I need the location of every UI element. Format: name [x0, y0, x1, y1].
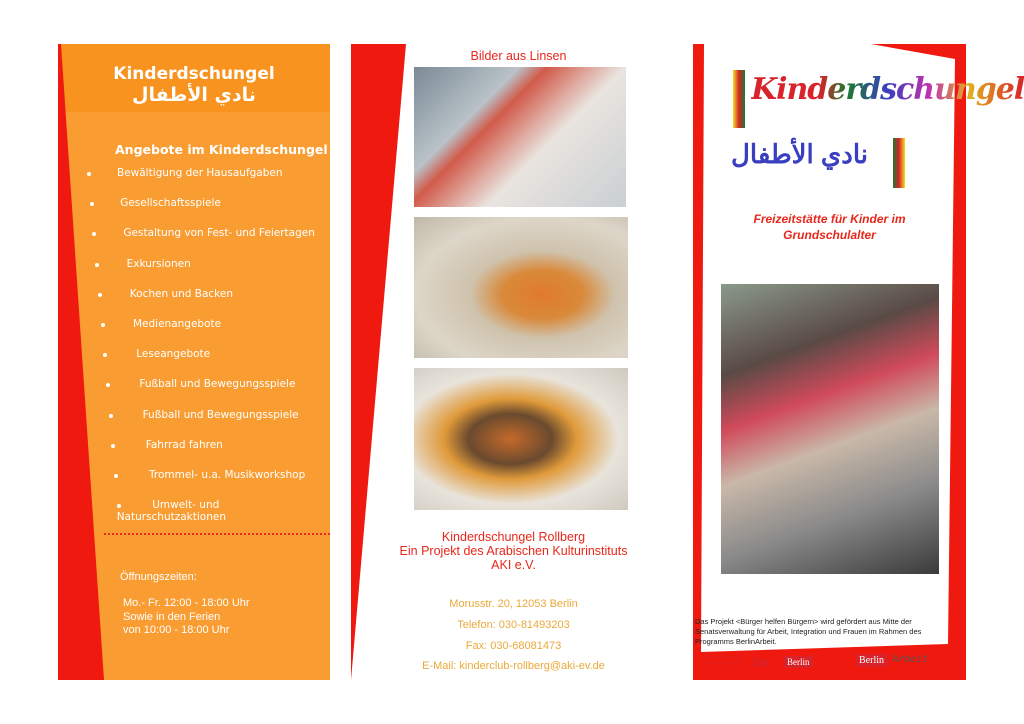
offer-item: [98, 288, 233, 300]
middle-panel: [351, 44, 656, 680]
org-short: AKI e.V.: [491, 558, 536, 572]
offer-item: [117, 499, 330, 523]
offer-label: Leseangebote: [136, 348, 211, 361]
brochure-title-arabic: نادي الأطفال: [132, 84, 256, 106]
arbeit-logo: Arbeit: [892, 654, 929, 665]
offer-label: Medienangebote: [133, 318, 222, 330]
bullet-icon: [92, 232, 96, 236]
photo-children-cooking: [721, 284, 939, 574]
phone: Telefon: 030-81493203: [457, 619, 570, 631]
offer-item: [109, 409, 299, 421]
bullet-icon: [103, 353, 107, 357]
hours-line: Sowie in den Ferien: [123, 610, 221, 623]
offer-label: Bewältigung der Hausaufgaben: [117, 167, 283, 179]
berlin-logo: Berlin: [784, 656, 813, 668]
bullet-icon: [95, 263, 99, 267]
address: Morusstr. 20, 12053 Berlin: [449, 598, 578, 610]
org-name: Kinderdschungel Rollberg: [441, 530, 586, 544]
bullet-icon: [87, 172, 91, 176]
offer-item: [101, 318, 222, 330]
left-panel: [58, 44, 330, 680]
offer-item: [111, 439, 223, 451]
offer-item: [87, 167, 283, 179]
offer-label: Fußball und Bewegungsspiele: [142, 408, 299, 421]
senat-logo: Senatsverwaltung für Arbeit, Integration und Frauen: [703, 655, 743, 670]
offer-label: Exkursionen: [126, 257, 191, 270]
red-wedge: [351, 44, 411, 680]
logo-text-arabic: نادي الأطفال: [731, 139, 869, 169]
berlin-logo: Berlin: [856, 654, 887, 667]
hours-text: [123, 597, 250, 638]
offer-label: Umwelt- und Naturschutzaktionen: [116, 499, 226, 524]
org-project: Ein Projekt des Arabischen Kulturinstituts: [399, 544, 628, 558]
be-logo: be: [753, 654, 770, 670]
hours-line: Mo.- Fr. 12:00 - 18:00 Uhr: [123, 597, 250, 609]
offer-label: Gesellschaftsspiele: [120, 197, 221, 210]
funding-note: Das Projekt <Bürger helfen Bürgern> wird gefördert aus Mitte der Senatsverwaltung für Arbeit, Integration und Frauen im Rahmen des Programms BerlinArbeit.: [695, 617, 922, 646]
bullet-icon: [90, 202, 94, 206]
offer-label: Fußball und Bewegungsspiele: [139, 378, 296, 391]
fax: Fax: 030-68081473: [465, 640, 562, 652]
brochure-title: Kinderdschungel: [113, 64, 275, 84]
gallery-title: Bilder aus Linsen: [470, 49, 567, 63]
email-link[interactable]: E-Mail: kinderclub-rollberg@aki-ev.de: [422, 660, 605, 672]
offers-heading: Angebote im Kinderdschungel: [115, 142, 328, 157]
bullet-icon: [111, 444, 115, 448]
photo-children-crafting: [414, 67, 626, 207]
offer-item: [103, 348, 210, 360]
handprint-icon: [733, 70, 745, 128]
logo-text: Kinderdschungel: [751, 72, 1024, 107]
offer-item: [106, 378, 296, 390]
photo-lentil-figures: [414, 368, 628, 510]
organization-block: [361, 530, 666, 572]
hours-heading: Öffnungszeiten:: [120, 571, 197, 583]
photo-lentil-horses: [414, 217, 628, 358]
dotted-divider: [104, 533, 330, 535]
hours-line: von 10:00 - 18:00 Uhr: [123, 624, 230, 636]
offer-item: [92, 227, 315, 239]
handprint-icon: [893, 138, 905, 188]
offer-label: Trommel- u.a. Musikworkshop: [149, 469, 306, 481]
offer-item: [95, 258, 191, 270]
bullet-icon: [98, 293, 102, 297]
right-panel: [693, 44, 1024, 680]
offer-item: [90, 197, 221, 209]
red-wedge: [58, 44, 330, 680]
offer-label: Fahrrad fahren: [145, 438, 223, 451]
tagline-line: Freizeitstätte für Kinder im: [753, 212, 906, 226]
bullet-icon: [106, 383, 110, 387]
tagline-line: Grundschulalter: [783, 228, 876, 242]
offer-item: [114, 469, 305, 481]
bullet-icon: [117, 504, 121, 508]
tagline: [693, 211, 966, 243]
bullet-icon: [109, 414, 113, 418]
offer-label: Kochen und Backen: [129, 287, 234, 300]
offer-label: Gestaltung von Fest- und Feiertagen: [123, 227, 315, 240]
bullet-icon: [114, 474, 118, 478]
bullet-icon: [101, 323, 105, 327]
